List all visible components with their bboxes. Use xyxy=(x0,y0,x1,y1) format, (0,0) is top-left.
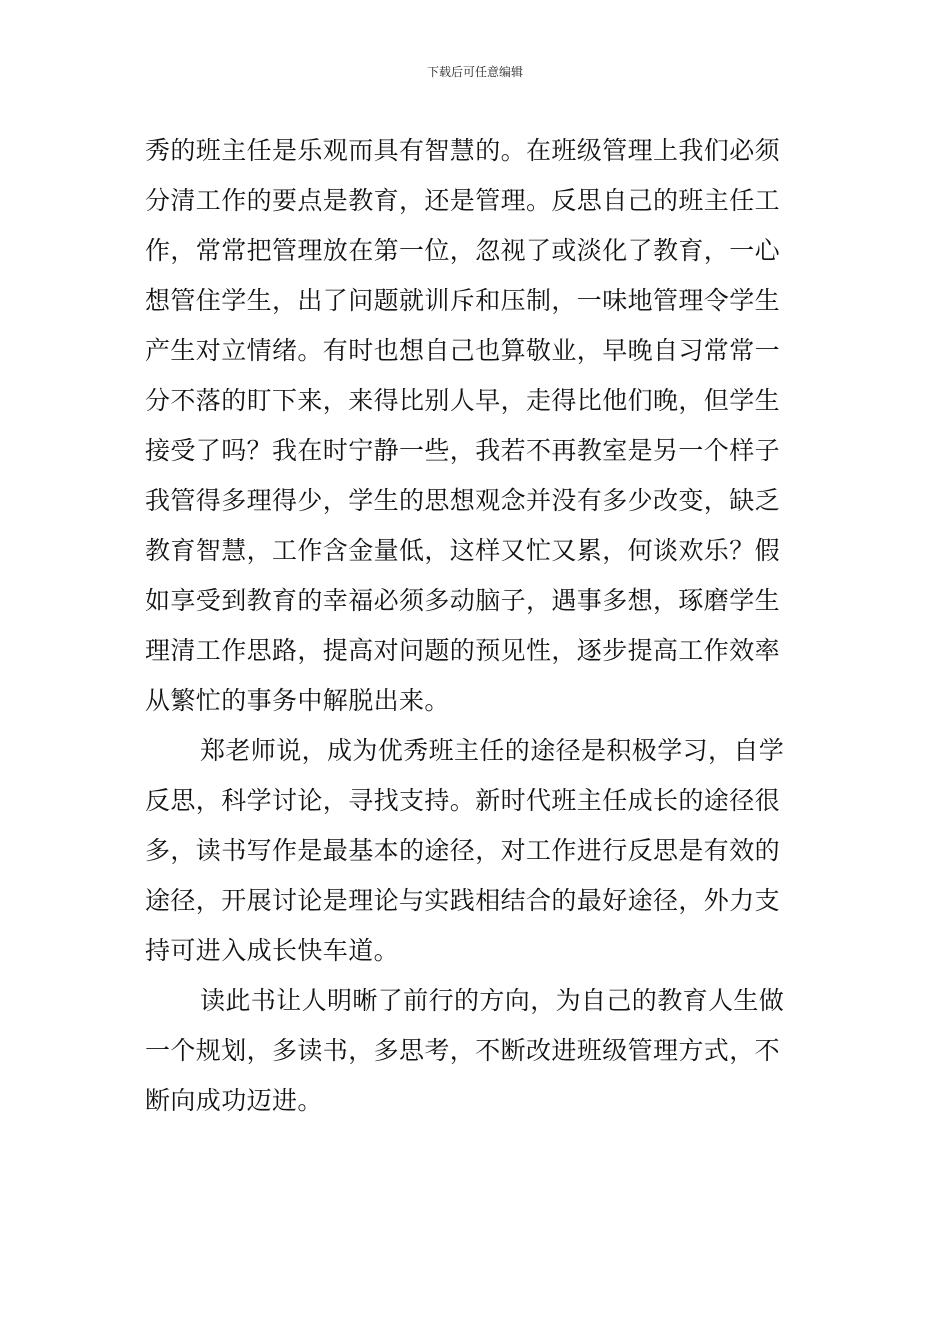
text-line: 反思，科学讨论，寻找支持。新时代班主任成长的途径很 xyxy=(145,786,781,815)
text-line: 接受了吗？我在时宁静一些，我若不再教室是另一个样子 xyxy=(145,436,781,465)
text-line: 分不落的盯下来，来得比别人早，走得比他们晚，但学生 xyxy=(145,386,781,415)
text-line: 分清工作的要点是教育，还是管理。反思自己的班主任工 xyxy=(145,186,781,215)
text-line: 读此书让人明晰了前行的方向，为自己的教育人生做 xyxy=(200,986,785,1015)
text-line: 我管得多理得少，学生的思想观念并没有多少改变，缺乏 xyxy=(145,486,781,515)
text-line: 产生对立情绪。有时也想自己也算敬业，早晚自习常常一 xyxy=(145,336,781,365)
header-note: 下载后可任意编辑 xyxy=(426,65,523,79)
text-line: 理清工作思路，提高对问题的预见性，逐步提高工作效率 xyxy=(145,636,781,665)
text-line: 秀的班主任是乐观而具有智慧的。在班级管理上我们必须 xyxy=(145,136,781,165)
text-line: 一个规划，多读书，多思考，不断改进班级管理方式，不 xyxy=(145,1036,781,1065)
text-line: 多，读书写作是最基本的途径，对工作进行反思是有效的 xyxy=(145,836,781,865)
text-line: 断向成功迈进。 xyxy=(145,1086,323,1115)
text-line: 途径，开展讨论是理论与实践相结合的最好途径，外力支 xyxy=(145,886,781,915)
text-line: 持可进入成长快车道。 xyxy=(145,936,400,965)
text-line: 想管住学生，出了问题就训斥和压制，一味地管理令学生 xyxy=(145,286,781,315)
text-line: 教育智慧，工作含金量低，这样又忙又累，何谈欢乐？假 xyxy=(145,536,781,565)
text-line: 从繁忙的事务中解脱出来。 xyxy=(145,686,450,715)
text-line: 作，常常把管理放在第一位，忽视了或淡化了教育，一心 xyxy=(145,236,781,265)
document-body xyxy=(145,126,807,1126)
paragraph xyxy=(145,726,807,976)
paragraph xyxy=(145,976,807,1126)
text-line: 郑老师说，成为优秀班主任的途径是积极学习，自学 xyxy=(200,736,785,765)
paragraph xyxy=(145,126,807,726)
text-line: 如享受到教育的幸福必须多动脑子，遇事多想，琢磨学生 xyxy=(145,586,781,615)
